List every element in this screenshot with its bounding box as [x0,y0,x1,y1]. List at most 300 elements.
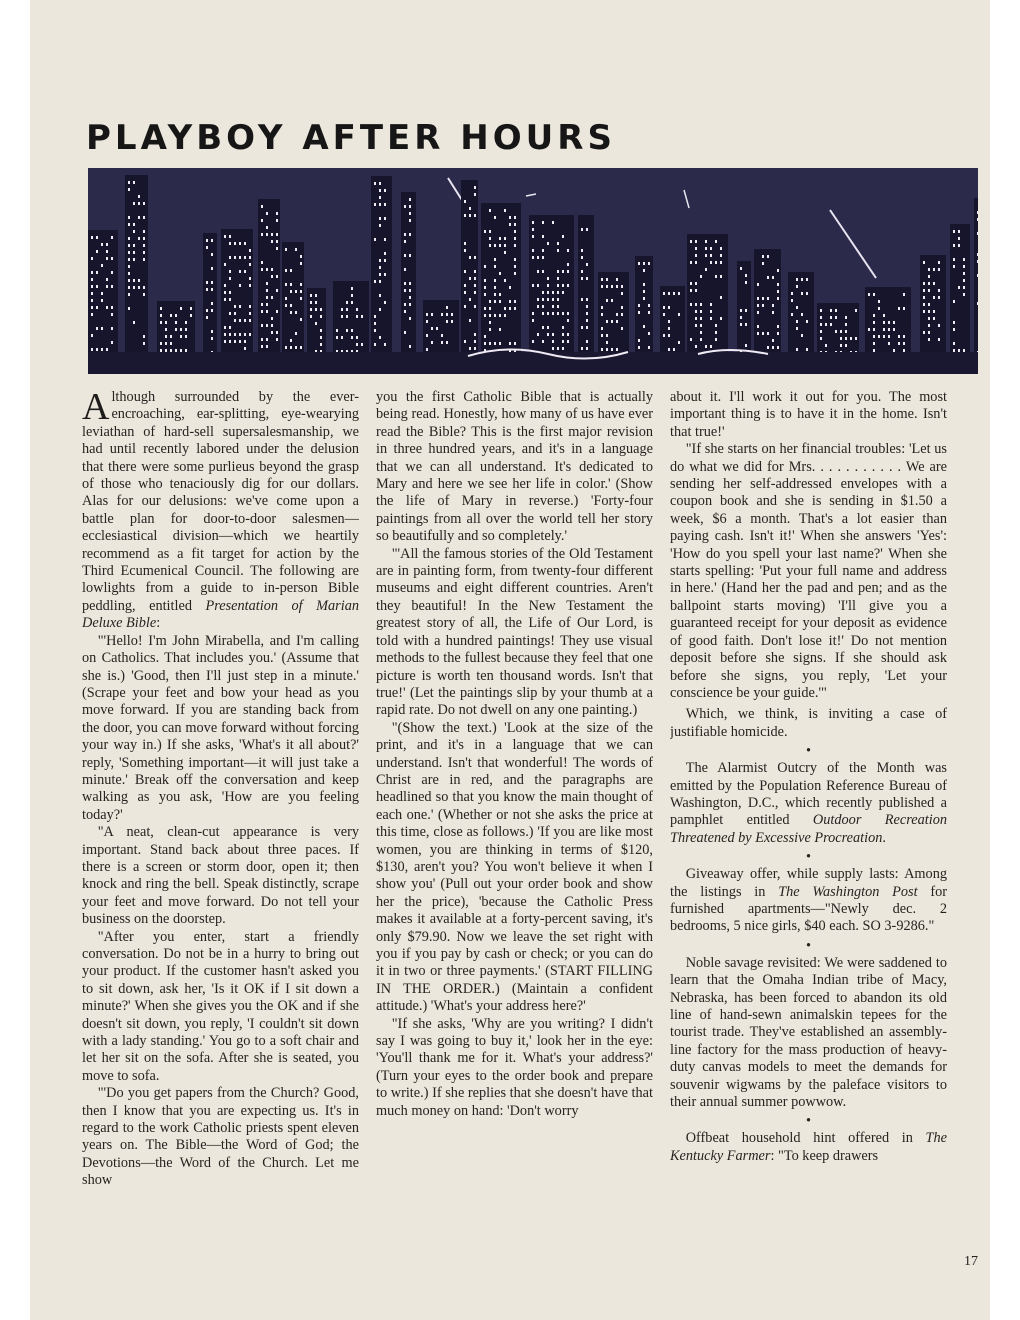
lit-window [499,237,501,240]
lit-window [542,256,544,259]
lit-window [537,298,539,301]
lit-window [379,266,381,269]
lit-window [474,291,476,294]
lit-window [796,278,798,281]
lit-window [557,312,559,315]
lit-window [341,315,343,318]
lit-window [509,286,511,289]
lit-window [91,299,93,302]
section-headline: PLAYBOY AFTER HOURS [86,118,616,158]
lit-window [648,304,650,307]
lit-window [133,230,135,233]
lit-window [180,349,182,352]
lit-window [928,324,930,327]
lit-window [336,329,338,332]
lit-window [606,341,608,344]
lit-window [374,315,376,318]
lit-window [300,346,302,349]
lit-window [514,223,516,226]
lit-window [229,340,231,343]
lit-window [266,303,268,306]
lit-window [673,348,675,351]
lit-window [499,328,501,331]
lit-window [341,336,343,339]
lit-window [266,233,268,236]
lit-window [384,273,386,276]
lit-window [271,240,273,243]
lit-window [953,349,955,352]
lit-window [791,313,793,316]
article-column-1 [82,389,359,1273]
lit-window [474,270,476,273]
lit-window [431,313,433,316]
lit-window [977,274,978,277]
lit-window [128,188,130,191]
lit-window [310,301,312,304]
lit-window [409,205,411,208]
lit-window [229,242,231,245]
lit-window [404,254,406,257]
article-column-3 [670,389,947,1273]
lit-window [160,307,162,310]
lit-window [601,306,603,309]
lit-window [91,257,93,260]
lit-window [464,284,466,287]
lit-window [710,254,712,257]
lit-window [977,302,978,305]
lit-window [638,262,640,265]
lit-window [379,280,381,283]
lit-window [379,217,381,220]
lit-window [379,203,381,206]
lit-window [484,307,486,310]
lit-window [290,269,292,272]
lit-window [883,321,885,324]
lit-window [883,314,885,317]
lit-window [300,255,302,258]
lit-window [295,248,297,251]
text-fragment: : "To keep drawers [770,1147,879,1164]
lit-window [261,338,263,341]
article-paragraph: you the first Catholic Bible that is actually being read. Honestly, how many of us have ever read the Bible? This is the first major revision in three hundred years, and it's in a language that we can all understand. It's dedicated to Mary and here we see her life in color.' (Show the life of Mary in reverse.) 'Forty-four paintings from all over the world tell her story so beautifully and so completely.' [376,389,653,545]
lit-window [562,291,564,294]
lit-window [261,345,263,348]
lit-window [91,292,93,295]
lit-window [643,290,645,293]
skyline-building [974,198,978,374]
lit-window [796,320,798,323]
lit-window [643,283,645,286]
lit-window [266,268,268,271]
lit-window [767,276,769,279]
lit-window [740,323,742,326]
lit-window [239,270,241,273]
lit-window [91,285,93,288]
lit-window [494,293,496,296]
lit-window [710,261,712,264]
lit-window [586,326,588,329]
lit-window [346,329,348,332]
lit-window [229,235,231,238]
lit-window [888,328,890,331]
lit-window [835,316,837,319]
lit-window [133,181,135,184]
lit-window [441,313,443,316]
lit-window [409,219,411,222]
lit-window [426,334,428,337]
lit-window [261,261,263,264]
lit-window [143,258,145,261]
lit-window [757,304,759,307]
lit-window [474,186,476,189]
text-fragment: : [156,615,161,632]
lit-window [547,277,549,280]
lit-window [91,306,93,309]
lit-window [532,221,534,224]
lit-window [133,279,135,282]
lit-window [249,263,251,266]
lit-window [762,262,764,265]
lit-window [562,284,564,287]
lit-window [224,326,226,329]
lit-window [796,348,798,351]
lit-window [801,313,803,316]
lit-window [229,270,231,273]
lit-window [720,296,722,299]
lit-window [143,244,145,247]
lit-window [374,280,376,283]
lit-window [206,246,208,249]
article-paragraph: "'All the famous stories of the Old Testament are in painting form, from twenty-four different museums and eight different countries. Aren't they beautiful! In the New Testament the greatest story of all, the Life of Our Lord, is told with a hundred paintings! They use visual methods to the fullest because they feel that one picture is worth ten thousand words. Isn't that true!' (Let the paintings slip by your thumb at a rapid rate. Do not dwell on any one painting.) [376,545,653,719]
lit-window [276,247,278,250]
lit-window [111,327,113,330]
lit-window [601,348,603,351]
lit-window [310,315,312,318]
lit-window [128,251,130,254]
lit-window [409,317,411,320]
lit-window [229,256,231,259]
lit-window [266,324,268,327]
lit-window [300,290,302,293]
lit-window [276,212,278,215]
lit-window [489,209,491,212]
lit-window [234,242,236,245]
lit-window [180,328,182,331]
lit-window [715,338,717,341]
lit-window [494,265,496,268]
lit-window [244,340,246,343]
lit-window [514,258,516,261]
lit-window [668,306,670,309]
lit-window [170,314,172,317]
lit-window [266,282,268,285]
lit-window [567,312,569,315]
lit-window [211,330,213,333]
lit-window [552,305,554,308]
lit-window [547,312,549,315]
lit-window [96,271,98,274]
lit-window [185,349,187,352]
lit-window [825,344,827,347]
skyline-building [401,192,416,374]
lit-window [504,307,506,310]
lit-window [928,338,930,341]
lit-window [374,203,376,206]
lit-window [903,335,905,338]
lit-window [958,244,960,247]
lit-window [928,282,930,285]
lit-window [893,349,895,352]
lit-window [211,267,213,270]
lit-window [673,292,675,295]
lit-window [469,298,471,301]
lit-window [106,250,108,253]
lit-window [663,334,665,337]
lit-window [552,298,554,301]
lit-window [710,317,712,320]
lit-window [143,202,145,205]
lit-window [138,195,140,198]
lit-window [938,338,940,341]
lit-window [111,341,113,344]
lit-window [562,347,564,350]
lit-window [271,317,273,320]
lit-window [953,244,955,247]
lit-window [374,182,376,185]
lit-window [276,275,278,278]
lit-window [552,333,554,336]
lit-window [801,292,803,295]
lit-window [537,284,539,287]
lit-window [745,281,747,284]
lit-window [266,296,268,299]
lit-window [542,235,544,238]
lit-window [643,297,645,300]
lit-window [261,324,263,327]
lit-window [601,278,603,281]
lit-window [160,314,162,317]
lit-window [963,272,965,275]
lit-window [489,314,491,317]
lit-window [700,310,702,313]
lit-window [845,330,847,333]
lit-window [840,344,842,347]
lit-window [138,279,140,282]
lit-window [271,233,273,236]
lit-window [165,342,167,345]
lit-window [820,309,822,312]
lit-window [542,270,544,273]
lit-window [923,303,925,306]
lit-window [547,284,549,287]
lit-window [96,250,98,253]
lit-window [499,300,501,303]
lit-window [206,288,208,291]
lit-window [224,235,226,238]
newspaper-title: The Kentucky Farmer [670,1130,947,1164]
lit-window [234,333,236,336]
lit-window [310,308,312,311]
lit-window [106,348,108,351]
lit-window [128,272,130,275]
lit-window [777,269,779,272]
lit-window [320,343,322,346]
lit-window [700,324,702,327]
lit-window [777,283,779,286]
lit-window [820,330,822,333]
lit-window [678,292,680,295]
lit-window [888,335,890,338]
lit-window [91,348,93,351]
lit-window [806,278,808,281]
lit-window [474,305,476,308]
lit-window [835,309,837,312]
lit-window [261,233,263,236]
lit-window [933,268,935,271]
lit-window [276,310,278,313]
lit-window [586,298,588,301]
lit-window [552,291,554,294]
lit-window [835,330,837,333]
lit-window [663,313,665,316]
lit-window [509,223,511,226]
lit-window [499,314,501,317]
lit-window [379,273,381,276]
lit-window [239,333,241,336]
lit-window [285,304,287,307]
lit-window [928,303,930,306]
lit-window [855,337,857,340]
lit-window [234,340,236,343]
lit-window [211,302,213,305]
lit-window [276,331,278,334]
lit-window [426,313,428,316]
lit-window [446,313,448,316]
lit-window [537,305,539,308]
lit-window [384,238,386,241]
lit-window [249,319,251,322]
lit-window [384,217,386,220]
lit-window [271,275,273,278]
lit-window [845,316,847,319]
lit-window [514,244,516,247]
lit-window [705,345,707,348]
lit-window [903,349,905,352]
lit-window [923,296,925,299]
lit-window [261,303,263,306]
lit-window [542,340,544,343]
lit-window [224,263,226,266]
lit-window [451,313,453,316]
lit-window [845,344,847,347]
lit-window [690,338,692,341]
lit-window [239,256,241,259]
lit-window [504,244,506,247]
lit-window [695,310,697,313]
lit-window [567,333,569,336]
lit-window [557,291,559,294]
lit-window [648,346,650,349]
lit-window [514,230,516,233]
lit-window [953,230,955,233]
lit-window [474,347,476,350]
lit-window [532,340,534,343]
lit-window [586,340,588,343]
lit-window [143,286,145,289]
lit-window [868,293,870,296]
lit-window [111,285,113,288]
lit-window [494,279,496,282]
lit-window [494,342,496,345]
lit-window [494,314,496,317]
lit-window [285,346,287,349]
lit-window [695,240,697,243]
lit-window [464,214,466,217]
lit-window [532,284,534,287]
lit-window [165,321,167,324]
lit-window [106,257,108,260]
lit-window [384,343,386,346]
lit-window [211,253,213,256]
lit-window [923,331,925,334]
pamphlet-title: Outdoor Recreation Threatened by Excessive Procreation [670,812,947,846]
text-fragment: Offbeat household hint offered in [685,1130,926,1147]
lit-window [668,327,670,330]
lit-window [552,347,554,350]
lit-window [690,282,692,285]
lit-window [878,307,880,310]
lit-window [740,309,742,312]
lit-window [616,285,618,288]
lit-window [801,278,803,281]
lit-window [224,333,226,336]
lit-window [211,337,213,340]
lit-window [431,327,433,330]
lit-window [170,335,172,338]
drop-cap: A [82,389,110,428]
lit-window [239,242,241,245]
lit-window [409,289,411,292]
lit-window [532,319,534,322]
lit-window [953,321,955,324]
lit-window [229,298,231,301]
lit-window [96,285,98,288]
lit-window [581,277,583,280]
article-paragraph: "'Hello! I'm John Mirabella, and I'm calling on Catholics. That includes you.' (Assume that she is.) 'Good, then I'll just step in a minute.' (Scrape your feet and bow your head as you move forward. If you are standing back from the door, you can move forward without forcing your way in.) If she asks, 'What's it all about?' reply, 'Something important—it will just take a minute.' Break off the conversation and keep walking as you ask, 'How are you feeling today?' [82,632,359,823]
lit-window [514,265,516,268]
lit-window [484,286,486,289]
lit-window [229,326,231,329]
lit-window [700,317,702,320]
lit-window [715,240,717,243]
lit-window [170,349,172,352]
lit-window [111,313,113,316]
lit-window [898,307,900,310]
lit-window [938,261,940,264]
lit-window [315,294,317,297]
lit-window [767,297,769,300]
lit-window [705,254,707,257]
lit-window [562,326,564,329]
lit-window [160,342,162,345]
lit-window [777,325,779,328]
lit-window [928,331,930,334]
lit-window [96,236,98,239]
lit-window [567,270,569,273]
lit-window [888,342,890,345]
lit-window [474,256,476,259]
lit-window [451,320,453,323]
